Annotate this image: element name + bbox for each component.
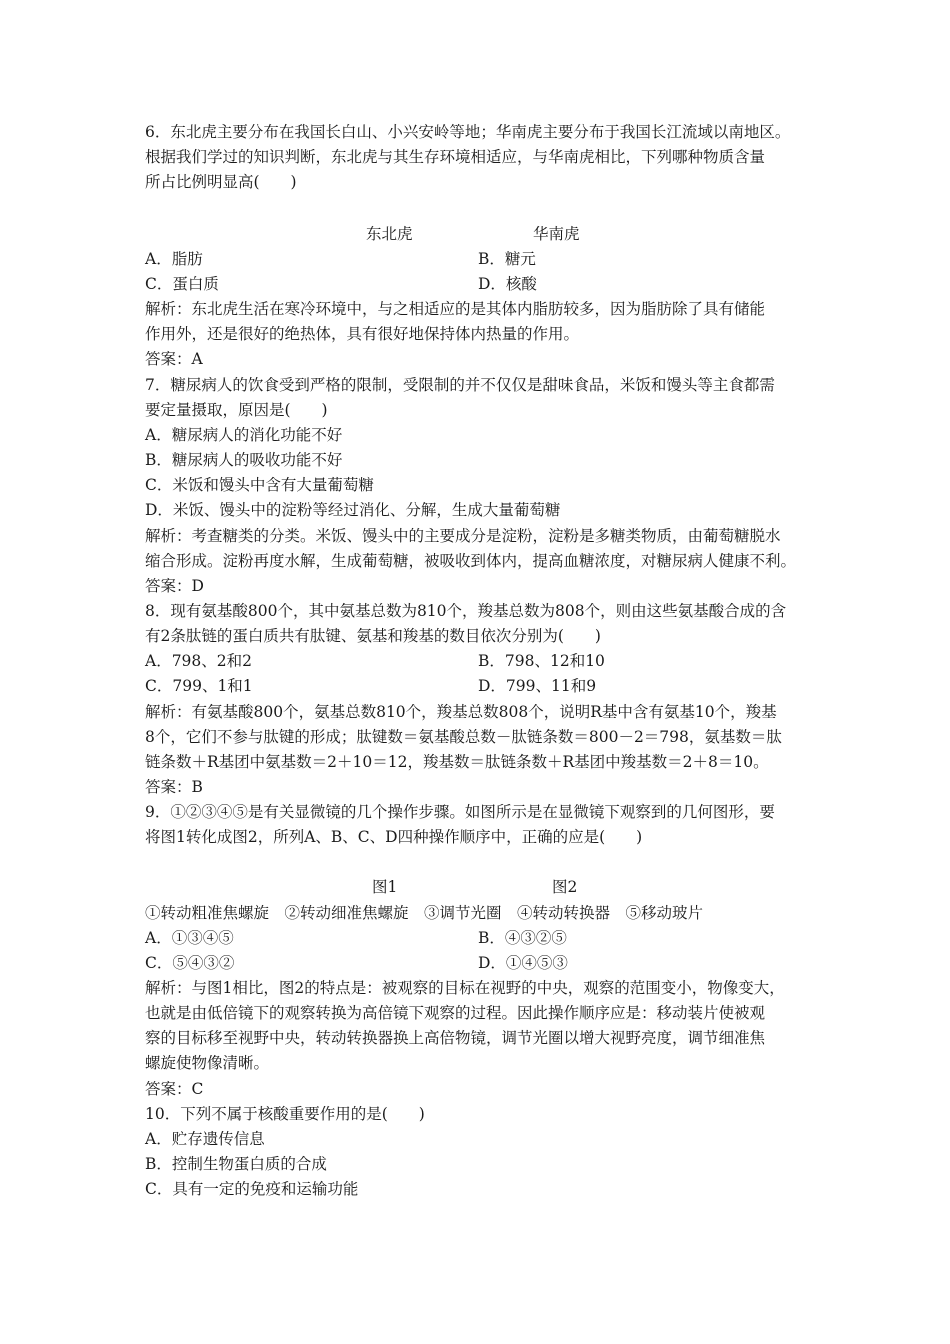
q9-analysis-line-4: 螺旋使物像清晰。 — [145, 1054, 270, 1072]
q9-option-a: A．①③④⑤ — [145, 929, 234, 947]
q6-analysis-line-2: 作用外，还是很好的绝热体，具有很好地保持体内热量的作用。 — [145, 325, 580, 343]
q7-answer: 答案：D — [145, 577, 204, 595]
q6-stem-line-2: 根据我们学过的知识判断，东北虎与其生存环境相适应，与华南虎相比，下列哪种物质含量 — [145, 148, 766, 166]
q8-stem-line-1: 8．现有氨基酸800个，其中氨基总数为810个，羧基总数为808个，则由这些氨基酸合成的含 — [145, 602, 787, 620]
q9-analysis-line-2: 也就是由低倍镜下的观察转换为高倍镜下观察的过程。因此操作顺序应是：移动装片使被观 — [145, 1004, 766, 1022]
q9-stem-line-1: 9．①②③④⑤是有关显微镜的几个操作步骤。如图所示是在显微镜下观察到的几何图形，要 — [145, 803, 775, 821]
q9-option-c: C．⑤④③② — [145, 954, 235, 972]
q9-analysis-line-1: 解析：与图1相比，图2的特点是：被观察的目标在视野的中央，观察的范围变小，物像变大， — [145, 979, 785, 997]
q7-analysis-line-1: 解析：考查糖类的分类。米饭、馒头中的主要成分是淀粉，淀粉是多糖类物质，由葡萄糖脱水 — [145, 527, 781, 545]
q6-stem-line-1: 6．东北虎主要分布在我国长白山、小兴安岭等地；华南虎主要分布于我国长江流域以南地区。 — [145, 123, 791, 141]
q6-figure-label-1: 东北虎 — [366, 225, 413, 243]
q8-option-b: B．798、12和10 — [478, 652, 605, 670]
q7-option-a: A．糖尿病人的消化功能不好 — [145, 426, 343, 444]
q8-option-d: D．799、11和9 — [478, 677, 597, 695]
q7-analysis-line-2: 缩合形成。淀粉再度水解，生成葡萄糖，被吸收到体内，提高血糖浓度，对糖尿病人健康不利。 — [145, 552, 797, 570]
q8-analysis-line-1: 解析：有氨基酸800个，氨基总数810个，羧基总数808个，说明R基中含有氨基10个，羧基 — [145, 703, 777, 721]
q6-stem-line-3: 所占比例明显高( ) — [145, 173, 297, 191]
q6-option-a: A．脂肪 — [145, 250, 203, 268]
q8-stem-line-2: 有2条肽链的蛋白质共有肽键、氨基和羧基的数目依次分别为( ) — [145, 627, 601, 645]
q8-analysis-line-3: 链条数＋R基团中氨基数＝2＋10＝12，羧基数＝肽链条数＋R基团中羧基数＝2＋8＝10。 — [145, 753, 769, 771]
q9-option-d: D．①④⑤③ — [478, 954, 568, 972]
q10-option-b: B．控制生物蛋白质的合成 — [145, 1155, 327, 1173]
q7-stem-line-1: 7．糖尿病人的饮食受到严格的限制，受限制的并不仅仅是甜味食品，米饭和馒头等主食都需 — [145, 376, 775, 394]
q10-option-a: A．贮存遗传信息 — [145, 1130, 265, 1148]
q9-figure-label-1: 图1 — [372, 878, 398, 896]
q6-option-d: D．核酸 — [478, 275, 537, 293]
q6-answer: 答案：A — [145, 350, 203, 368]
q9-option-b: B．④③②⑤ — [478, 929, 567, 947]
q9-analysis-line-3: 察的目标移至视野中央，转动转换器换上高倍物镜，调节光圈以增大视野亮度，调节细准焦 — [145, 1029, 766, 1047]
q6-analysis-line-1: 解析：东北虎生活在寒冷环境中，与之相适应的是其体内脂肪较多，因为脂肪除了具有储能 — [145, 300, 766, 318]
q7-option-d: D．米饭、馒头中的淀粉等经过消化、分解，生成大量葡萄糖 — [145, 501, 561, 519]
q7-stem-line-2: 要定量摄取，原因是( ) — [145, 401, 328, 419]
q8-answer: 答案：B — [145, 778, 203, 796]
q10-stem: 10．下列不属于核酸重要作用的是( ) — [145, 1105, 425, 1123]
q8-option-a: A．798、2和2 — [145, 652, 253, 670]
q8-analysis-line-2: 8个，它们不参与肽键的形成；肽键数＝氨基酸总数－肽链条数＝800－2＝798，氨基数＝肽 — [145, 728, 782, 746]
q7-option-b: B．糖尿病人的吸收功能不好 — [145, 451, 343, 469]
q6-figure-label-2: 华南虎 — [533, 225, 580, 243]
q10-option-c: C．具有一定的免疫和运输功能 — [145, 1180, 359, 1198]
q7-option-c: C．米饭和馒头中含有大量葡萄糖 — [145, 476, 374, 494]
q9-figure-label-2: 图2 — [552, 878, 578, 896]
q6-option-b: B．糖元 — [478, 250, 536, 268]
q9-answer: 答案：C — [145, 1080, 204, 1098]
q9-stem-line-2: 将图1转化成图2，所列A、B、C、D四种操作顺序中，正确的应是( ) — [145, 828, 643, 846]
q6-option-c: C．蛋白质 — [145, 275, 219, 293]
q8-option-c: C．799、1和1 — [145, 677, 253, 695]
q9-steps: ①转动粗准焦螺旋 ②转动细准焦螺旋 ③调节光圈 ④转动转换器 ⑤移动玻片 — [145, 904, 704, 922]
